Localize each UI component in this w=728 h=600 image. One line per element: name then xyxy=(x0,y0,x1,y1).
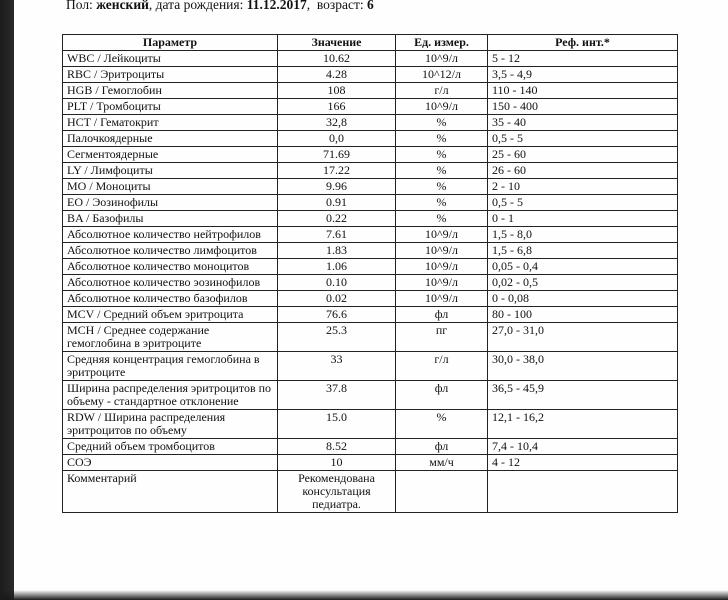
parameter-cell: RBC / Эритроциты xyxy=(63,67,278,83)
parameter-cell: BA / Базофилы xyxy=(63,211,278,227)
reference-cell: 30,0 - 38,0 xyxy=(488,352,678,381)
unit-cell: 10^9/л xyxy=(396,227,488,243)
photo-edge-shadow-left xyxy=(0,0,14,600)
reference-cell: 0 - 0,08 xyxy=(488,291,678,307)
unit-cell: пг xyxy=(396,323,488,352)
unit-cell: 10^9/л xyxy=(396,99,488,115)
value-cell: 1.83 xyxy=(278,243,396,259)
table-header-row xyxy=(63,35,678,51)
value-cell: 76.6 xyxy=(278,307,396,323)
value-cell: 108 xyxy=(278,83,396,99)
age-value: 6 xyxy=(367,0,374,12)
reference-cell: 0,5 - 5 xyxy=(488,131,678,147)
parameter-cell: MCH / Среднее содержание гемоглобина в эритроците xyxy=(63,323,278,352)
unit-cell: фл xyxy=(396,439,488,455)
table-row xyxy=(63,439,678,455)
unit-cell: % xyxy=(396,179,488,195)
value-cell: 7.61 xyxy=(278,227,396,243)
parameter-cell: HCT / Гематокрит xyxy=(63,115,278,131)
table-row xyxy=(63,381,678,410)
reference-cell: 27,0 - 31,0 xyxy=(488,323,678,352)
reference-cell: 0,02 - 0,5 xyxy=(488,275,678,291)
dob-label: дата рождения: xyxy=(155,0,244,12)
value-cell: 37.8 xyxy=(278,381,396,410)
parameter-cell: Абсолютное количество базофилов xyxy=(63,291,278,307)
unit-cell: 10^9/л xyxy=(396,243,488,259)
reference-cell: 12,1 - 16,2 xyxy=(488,410,678,439)
unit-cell: % xyxy=(396,147,488,163)
parameter-cell: Сегментоядерные xyxy=(63,147,278,163)
reference-cell: 0,5 - 5 xyxy=(488,195,678,211)
reference-cell xyxy=(488,471,678,513)
value-cell: 15.0 xyxy=(278,410,396,439)
parameter-cell: Палочкоядерные xyxy=(63,131,278,147)
patient-header: Пол: женский, дата рождения: 11.12.2017, возраст: 6 xyxy=(66,0,374,13)
parameter-cell: LY / Лимфоциты xyxy=(63,163,278,179)
unit-cell: фл xyxy=(396,381,488,410)
reference-cell: 25 - 60 xyxy=(488,147,678,163)
reference-cell: 150 - 400 xyxy=(488,99,678,115)
table-row xyxy=(63,259,678,275)
unit-cell: % xyxy=(396,163,488,179)
unit-cell: % xyxy=(396,131,488,147)
reference-cell: 80 - 100 xyxy=(488,307,678,323)
unit-cell: фл xyxy=(396,307,488,323)
value-cell: 4.28 xyxy=(278,67,396,83)
table-row xyxy=(63,131,678,147)
reference-cell: 35 - 40 xyxy=(488,115,678,131)
results-table-body xyxy=(63,51,678,513)
column-header-reference: Реф. инт.* xyxy=(488,35,678,51)
table-row xyxy=(63,471,678,513)
value-cell: 166 xyxy=(278,99,396,115)
unit-cell: % xyxy=(396,410,488,439)
unit-cell: 10^12/л xyxy=(396,67,488,83)
table-row xyxy=(63,243,678,259)
column-header-unit: Ед. измер. xyxy=(396,35,488,51)
value-cell: 1.06 xyxy=(278,259,396,275)
table-row xyxy=(63,307,678,323)
value-cell: Рекомендована консультация педиатра. xyxy=(278,471,396,513)
reference-cell: 0 - 1 xyxy=(488,211,678,227)
table-row xyxy=(63,163,678,179)
unit-cell: г/л xyxy=(396,352,488,381)
unit-cell: 10^9/л xyxy=(396,275,488,291)
table-row xyxy=(63,227,678,243)
parameter-cell: СОЭ xyxy=(63,455,278,471)
value-cell: 0.02 xyxy=(278,291,396,307)
reference-cell: 26 - 60 xyxy=(488,163,678,179)
parameter-cell: HGB / Гемоглобин xyxy=(63,83,278,99)
parameter-cell: Средний объем тромбоцитов xyxy=(63,439,278,455)
parameter-cell: Ширина распределения эритроцитов по объему - стандартное отклонение xyxy=(63,381,278,410)
value-cell: 33 xyxy=(278,352,396,381)
value-cell: 17.22 xyxy=(278,163,396,179)
table-row xyxy=(63,147,678,163)
column-header-parameter: Параметр xyxy=(63,35,278,51)
reference-cell: 1,5 - 8,0 xyxy=(488,227,678,243)
unit-cell: 10^9/л xyxy=(396,291,488,307)
unit-cell: % xyxy=(396,211,488,227)
table-row xyxy=(63,115,678,131)
table-row xyxy=(63,352,678,381)
parameter-cell: PLT / Тромбоциты xyxy=(63,99,278,115)
value-cell: 25.3 xyxy=(278,323,396,352)
unit-cell: 10^9/л xyxy=(396,51,488,67)
value-cell: 8.52 xyxy=(278,439,396,455)
photo-edge-shadow-bottom xyxy=(0,590,728,600)
reference-cell: 36,5 - 45,9 xyxy=(488,381,678,410)
parameter-cell: Средняя концентрация гемоглобина в эритроците xyxy=(63,352,278,381)
unit-cell: 10^9/л xyxy=(396,259,488,275)
reference-cell: 5 - 12 xyxy=(488,51,678,67)
sex-value: женский xyxy=(96,0,149,12)
value-cell: 10 xyxy=(278,455,396,471)
reference-cell: 1,5 - 6,8 xyxy=(488,243,678,259)
table-row xyxy=(63,51,678,67)
value-cell: 10.62 xyxy=(278,51,396,67)
value-cell: 0.22 xyxy=(278,211,396,227)
sex-label: Пол: xyxy=(66,0,93,12)
table-row xyxy=(63,211,678,227)
table-row xyxy=(63,275,678,291)
parameter-cell: MCV / Средний объем эритроцита xyxy=(63,307,278,323)
reference-cell: 7,4 - 10,4 xyxy=(488,439,678,455)
parameter-cell: MO / Моноциты xyxy=(63,179,278,195)
table-row xyxy=(63,99,678,115)
value-cell: 9.96 xyxy=(278,179,396,195)
reference-cell: 110 - 140 xyxy=(488,83,678,99)
parameter-cell: WBC / Лейкоциты xyxy=(63,51,278,67)
table-row xyxy=(63,323,678,352)
table-row xyxy=(63,179,678,195)
unit-cell: % xyxy=(396,115,488,131)
parameter-cell: Комментарий xyxy=(63,471,278,513)
parameter-cell: Абсолютное количество нейтрофилов xyxy=(63,227,278,243)
parameter-cell: Абсолютное количество эозинофилов xyxy=(63,275,278,291)
value-cell: 0,0 xyxy=(278,131,396,147)
value-cell: 0.91 xyxy=(278,195,396,211)
dob-value: 11.12.2017 xyxy=(246,0,307,12)
reference-cell: 4 - 12 xyxy=(488,455,678,471)
age-label: возраст: xyxy=(316,0,364,12)
unit-cell: % xyxy=(396,195,488,211)
parameter-cell: Абсолютное количество моноцитов xyxy=(63,259,278,275)
reference-cell: 3,5 - 4,9 xyxy=(488,67,678,83)
table-row xyxy=(63,83,678,99)
parameter-cell: RDW / Ширина распределения эритроцитов по объему xyxy=(63,410,278,439)
table-row xyxy=(63,67,678,83)
parameter-cell: EO / Эозинофилы xyxy=(63,195,278,211)
parameter-cell: Абсолютное количество лимфоцитов xyxy=(63,243,278,259)
reference-cell: 2 - 10 xyxy=(488,179,678,195)
table-row xyxy=(63,291,678,307)
unit-cell: мм/ч xyxy=(396,455,488,471)
results-table xyxy=(62,34,678,513)
reference-cell: 0,05 - 0,4 xyxy=(488,259,678,275)
value-cell: 71.69 xyxy=(278,147,396,163)
unit-cell xyxy=(396,471,488,513)
value-cell: 32,8 xyxy=(278,115,396,131)
unit-cell: г/л xyxy=(396,83,488,99)
table-row xyxy=(63,410,678,439)
table-row xyxy=(63,195,678,211)
value-cell: 0.10 xyxy=(278,275,396,291)
column-header-value: Значение xyxy=(278,35,396,51)
table-row xyxy=(63,455,678,471)
